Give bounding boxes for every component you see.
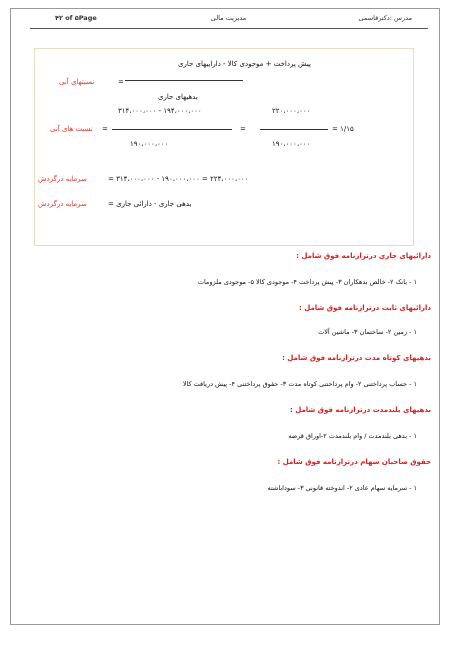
formula1-label: نسبتهای آنی: [59, 78, 95, 86]
formula3-expression: = ۳۱۴،۰۰۰،۰۰۰ - ۱۹۰،۰۰۰،۰۰۰ = ۲۲۴،۰۰۰،۰۰۰: [108, 175, 249, 183]
formula1-denominator: بدهیهای جاری: [158, 93, 198, 101]
section-equity-title: حقوق صاحبان سهام درترازنامه فوق شامل :: [277, 458, 431, 466]
section-current-assets-title: دارائیهای جاری درترازنامه فوق شامل :: [296, 252, 431, 260]
formula2-denominator-1: ۱۹۰،۰۰۰،۰۰۰: [130, 140, 169, 148]
formula4-label: سرمایه درگردش: [38, 200, 87, 208]
section-equity-items: ۱ - سرمایه سهام عادی ۲- اندوخته قانونی ۳- سوداباشته: [267, 484, 417, 492]
formula1-equals: =: [118, 78, 124, 86]
formula2-denominator-2: ۱۹۰،۰۰۰،۰۰۰: [272, 140, 311, 148]
formula2-result: = ۱/۱۵: [332, 125, 354, 133]
section-long-term-liabilities-items: ۱ - بدهی بلندمدت / وام بلندمدت ۲-اوراق قرضه: [288, 432, 417, 440]
formula2-numerator-2: ۲۲۰،۰۰۰،۰۰۰: [272, 107, 311, 115]
header-divider: [30, 28, 428, 29]
formula4-expression: بدهی جاری - دارائی جاری =: [108, 200, 192, 208]
formula2-fraction-bar-1: [112, 129, 232, 130]
formula2-label: نسبت های آنی: [50, 125, 93, 133]
formula1-numerator: پیش پرداخت + موجودی کالا - داراییهای جاری: [178, 60, 311, 68]
course-title: مدیریت مالی: [210, 14, 247, 22]
section-short-term-liabilities-title: بدهیهای کوتاه مدت درترازنامه فوق شامل :: [282, 354, 431, 362]
instructor-name: مدرس :دکترقاسمی: [358, 14, 412, 22]
section-long-term-liabilities-title: بدهیهای بلندمدت درترازنامه فوق شامل :: [289, 406, 431, 414]
page-number: ۴۲ of ۵Page: [55, 14, 97, 22]
formula2-equals-2: =: [240, 125, 246, 133]
formula2-equals-1: =: [102, 125, 108, 133]
section-current-assets-items: ۱ - بانک ۲- خالص بدهکاران ۳- پیش پرداخت ۴- موجودی کالا ۵- موجودی ملزومات: [197, 278, 417, 286]
section-fixed-assets-title: دارائیهای ثابت درترازنامه فوق شامل :: [298, 304, 431, 312]
section-fixed-assets-items: ۱ - زمین ۲- ساختمان ۳- ماشین آلات: [318, 328, 417, 336]
formula3-label: سرمایه درگردش: [38, 175, 87, 183]
formula2-numerator-1: ۳۱۴،۰۰۰،۰۰۰ - ۱۹۴،۰۰۰،۰۰۰: [118, 107, 202, 115]
formula1-fraction-bar: [125, 80, 243, 81]
section-short-term-liabilities-items: ۱ - حساب پرداختنی ۲- وام پرداختنی کوتاه مدت ۳- حقوق پرداختنی ۴- پیش دریافت کالا: [182, 380, 417, 388]
formula2-fraction-bar-2: [260, 129, 328, 130]
